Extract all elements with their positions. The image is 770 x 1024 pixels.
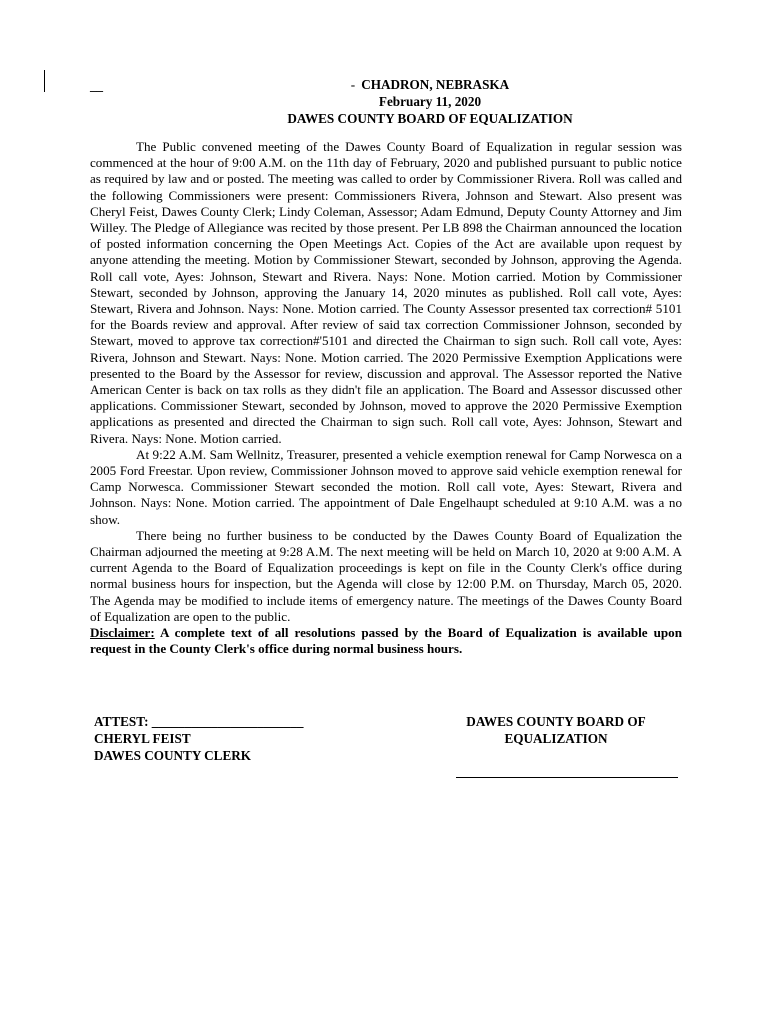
header-location: CHADRON, NEBRASKA xyxy=(361,77,510,92)
disclaimer xyxy=(90,625,682,657)
document-body xyxy=(90,139,682,658)
margin-bar xyxy=(44,70,45,92)
board-signature-block xyxy=(440,713,672,747)
board-title-line-1: DAWES COUNTY BOARD OF xyxy=(466,714,646,729)
paragraph-2: At 9:22 A.M. Sam Wellnitz, Treasurer, presented a vehicle exemption renewal for Camp Norwesca on a 2005 Ford Freestar. Upon review, Commissioner Johnson moved to approve said vehicle exemption renewal for Camp Norwesca. Commissioner Stewart seconded the motion. Roll call vote, Ayes: Stewart, Rivera and Johnson. Nays: None. Motion carried. The appointment of Dale Engelhaupt scheduled at 9:10 A.M. was a no show. xyxy=(90,446,682,527)
corner-mark: __ xyxy=(90,78,103,93)
attest-block xyxy=(94,713,303,764)
clerk-name: CHERYL FEIST xyxy=(94,731,191,746)
attest-line: ATTEST: _______________________ xyxy=(94,714,304,729)
disclaimer-text: A complete text of all resolutions passed by the Board of Equalization is available upon request in the County Clerk's office during normal business hours. xyxy=(90,625,682,657)
board-title-line-2: EQUALIZATION xyxy=(504,731,608,746)
paragraph-3: There being no further business to be conducted by the Dawes County Board of Equalization the Chairman adjourned the meeting at 9:28 A.M. The next meeting will be held on March 10, 2020 at 9:00 A.M. A current Agenda to the Board of Equalization proceedings is kept on file in the County Clerk's office during normal business hours for inspection, but the Agenda will close by 12:00 P.M. on Thursday, March 05, 2020. The Agenda may be modified to include items of emergency nature. The meetings of the Dawes County Board of Equalization are open to the public. xyxy=(90,527,682,624)
paragraph-1: The Public convened meeting of the Dawes County Board of Equalization in regular session was commenced at the hour of 9:00 A.M. on the 11th day of February, 2020 and published pursuant to public notice as required by law and or posted. The meeting was called to order by Commissioner Rivera. Roll was called and the following Commissioners were present: Commissioners Rivera, Johnson and Stewart. Also present was Cheryl Feist, Dawes County Clerk; Lindy Coleman, Assessor; Adam Edmund, Deputy County Attorney and Jim Willey. The Pledge of Allegiance was recited by those present. Per LB 898 the Chairman announced the location of posted information concerning the Open Meetings Act. Copies of the Act are available upon request by anyone attending the meeting. Motion by Commissioner Stewart, seconded by Johnson, approving the Agenda. Roll call vote, Ayes: Johnson, Stewart and Rivera. Nays: None. Motion carried. Motion by Commissioner Stewart, seconded by Johnson, approving the January 14, 2020 minutes as published. Roll call vote, Ayes: Stewart, Rivera and Johnson. Nays: None. Motion carried. The County Assessor presented tax correction# 5101 for the Boards review and approval. After review of said tax correction Commissioner Johnson, seconded by Stewart, moved to approve tax correction#'5101 and directed the Chairman to sign such. Roll call vote, Ayes: Rivera, Johnson and Stewart. Nays: None. Motion carried. The 2020 Permissive Exemption Applications were presented to the Board by the Assessor for review, discussion and approval. The Assessor reported the Native American Center is back on tax rolls as they didn't file an application. The Board and Assessor discussed other applications. Commissioner Stewart, seconded by Johnson, moved to approve the 2020 Permissive Exemption applications as presented and directed the Chairman to sign such. Roll call vote, Ayes: Johnson, Stewart and Rivera. Nays: None. Motion carried. xyxy=(90,139,682,446)
disclaimer-label: Disclaimer: xyxy=(90,625,155,641)
clerk-title: DAWES COUNTY CLERK xyxy=(94,748,252,763)
board-signature-line xyxy=(456,777,678,778)
document-header xyxy=(90,76,770,127)
header-board: DAWES COUNTY BOARD OF EQUALIZATION xyxy=(287,111,573,126)
header-date: February 11, 2020 xyxy=(378,94,482,109)
header-mark: - xyxy=(350,77,356,92)
header-location-line xyxy=(90,76,770,93)
